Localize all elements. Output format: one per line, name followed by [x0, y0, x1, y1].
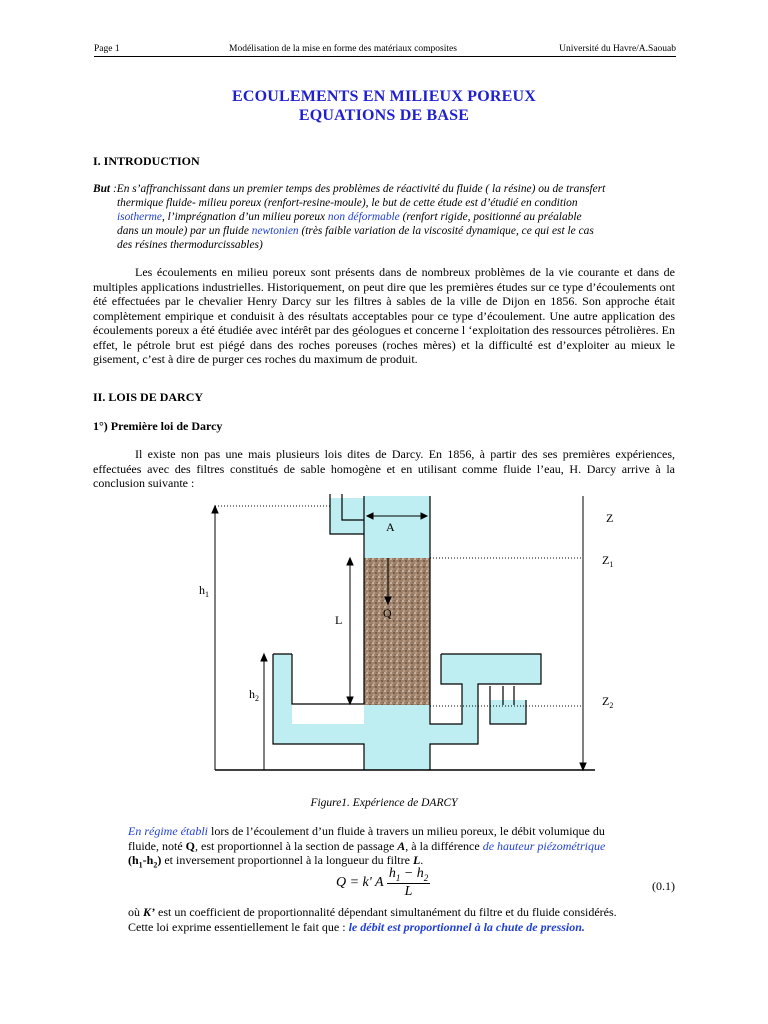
law-line1: lors de l’écoulement d’un fluide à travers un milieu poreux, le débit volumique du [207, 824, 605, 838]
darcy-experiment-figure [0, 480, 768, 790]
but-line2: thermique fluide- milieu poreux (renfort-resine-moule), le but de cette étude est d’étudié en condition [117, 197, 578, 209]
label-L: L [335, 613, 343, 627]
symbol-K: K’ [143, 905, 155, 919]
label-Z1: $Z_1$ [602, 553, 614, 569]
intro-paragraph [93, 265, 675, 367]
equation-lhs: Q = k' A [336, 875, 384, 891]
label-h1: $h_1$ [199, 583, 209, 599]
regime-etabli-term: En régime établi [128, 824, 208, 838]
but-label: But [93, 183, 111, 195]
label-Z2: $Z_2$ [602, 694, 614, 710]
label-Z: Z [606, 511, 614, 525]
but-line5: des résines thermodurcissables) [117, 239, 263, 251]
document-title-line2: EQUATIONS DE BASE [298, 107, 470, 124]
label-h2: $h_2$ [249, 687, 259, 703]
symbol-L: L [412, 853, 421, 867]
header-center: Modélisation de la mise en forme des matériaux composites [229, 44, 457, 54]
but-line4 [93, 224, 678, 238]
equation-fraction: $\frac{h_1 - h_2}{L}$ [388, 866, 429, 899]
but-line3-c: (renfort rigide, positionné au préalable [399, 211, 582, 223]
darcy-equation [336, 866, 430, 900]
figure-caption: Figure1. Expérience de DARCY [310, 797, 458, 809]
header-right: Université du Havre/A.Saouab [559, 44, 676, 54]
darcy-paragraph-text: Il existe non pas une mais plusieurs lois dites de Darcy. En 1856, à partir des ses premières expériences, effectuées avec des filtres constitués de sable homogène et en utilisant comme fluide l’eau, H. Darcy arrive à la conclusion suivante : [93, 447, 675, 490]
law-paragraph: En régime établi lors de l’écoulement d’un fluide à travers un milieu poreux, le débit volumique du fluide, noté Q, est proportionnel à la section de passage A, à la différence de hauteur piézométrique $(h_1-h_2)$ et inversement proportionnel à la longueur du filtre L. [128, 824, 606, 870]
law-conclusion: où K’ est un coefficient de proportionnalité dépendant simultanément du filtre et du fluide considérés. Cette loi exprime essentiellement le fait que : le débit est proportionnel à la chute de pression. [128, 905, 617, 934]
symbol-Q: Q [185, 838, 195, 853]
conclusion-highlight: le débit est proportionnel à la chute de pression. [348, 919, 585, 934]
label-Q: Q [383, 606, 392, 620]
document-title-line1: ECOULEMENTS EN MILIEUX POREUX [231, 88, 537, 105]
page-header [94, 44, 676, 57]
but-line4-b: (très faible variation de la viscosité dynamique, ce qui est le cas [298, 225, 594, 237]
newtonien-term: newtonien [251, 225, 299, 237]
intro-paragraph-text: Les écoulements en milieu poreux sont présents dans de nombreux problèmes de la vie courante et dans de multiples applications industrielles. Historiquement, on peut dire que les premières études sur ce type d’écoulements ont été effectuées par le chevalier Henry Darcy sur les filtres à sables de la ville de Dijon en 1856. Son approche était complètement empirique et conduisit à des résultats acceptables pour ce type d’écoulement. Une autre application des écoulements poreux a été étudiée avec intérêt par des géologues et concerne l ‘exploitation des ressources pétrolières. En effet, le pétrole brut est piégé dans des roches poreuses (roches mères) et la difficulté est d’exploiter au mieux le gisement, c’est à dire de purger ces roches du maximum de produit. [93, 265, 675, 366]
subsection-first-law: 1°) Première loi de Darcy [93, 419, 223, 433]
equation-number: (0.1) [652, 879, 675, 893]
section-introduction-heading: I. INTRODUCTION [93, 154, 200, 168]
hauteur-piezometrique-term: de hauteur piézométrique [482, 838, 606, 853]
isotherme-term: isotherme [117, 211, 162, 223]
header-page: Page 1 [94, 44, 120, 54]
symbol-A: A [397, 838, 406, 853]
sand-filter [364, 558, 430, 705]
but-paragraph [93, 182, 678, 252]
but-line3-b: , l’imprégnation d’un milieu poreux [161, 211, 328, 223]
non-deformable-term: non déformable [327, 211, 400, 223]
but-line1: :En s’affranchissant dans un premier temps des problèmes de réactivité du fluide ( la résine) ou de transfert [110, 183, 606, 195]
but-line4-a: dans un moule) par un fluide [117, 225, 252, 237]
but-line3 [93, 210, 678, 224]
section-darcy-heading: II. LOIS DE DARCY [93, 390, 204, 404]
label-A: A [386, 520, 395, 534]
